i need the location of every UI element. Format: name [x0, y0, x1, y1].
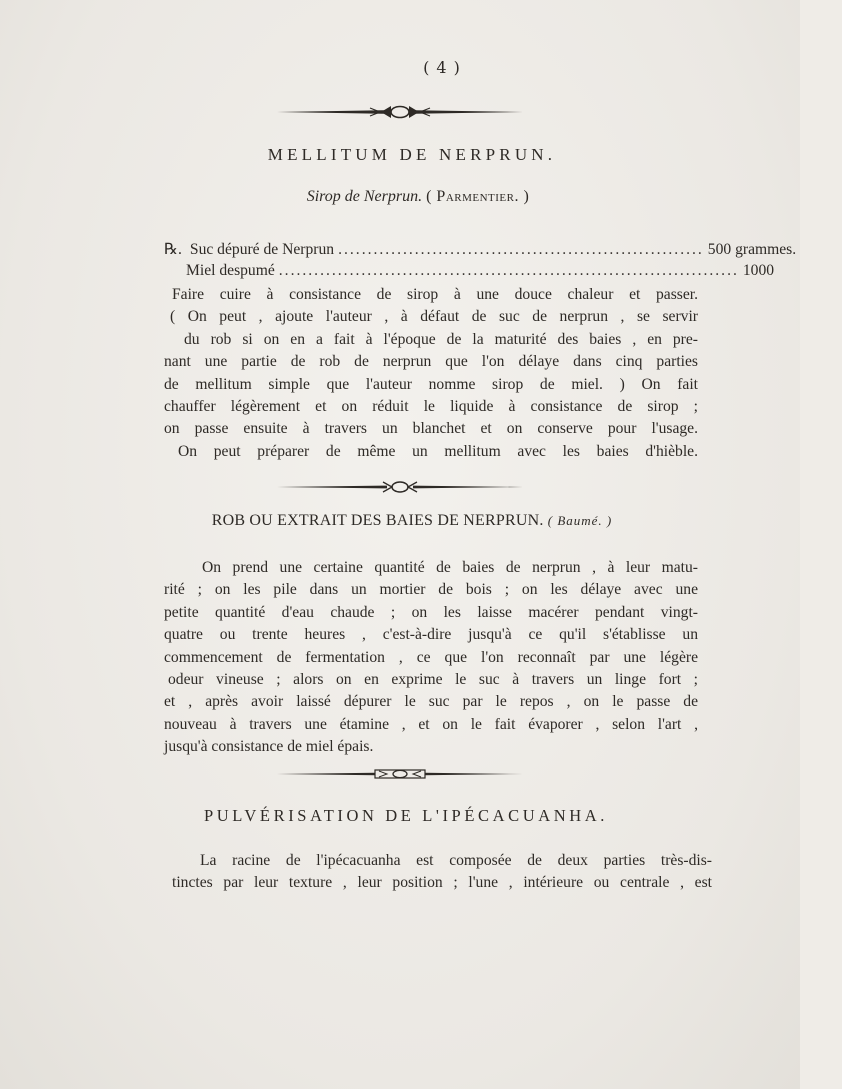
recipe-qty: 500 grammes.	[707, 241, 797, 258]
subtitle-author: ( Parmentier. )	[426, 188, 530, 205]
text-line: La racine de l'ipécacuanha est composée de deux parties très-dis-	[200, 852, 712, 869]
text-line: nouveau à travers une étamine , et on le fait évaporer , selon l'art ,	[164, 715, 698, 733]
text-line: on passe ensuite à travers un blanchet et on conserve pour l'usage.	[164, 420, 698, 438]
text-line: Faire cuire à consistance de sirop à une douce chaleur et passer.	[172, 286, 698, 303]
page-number: ( 4 )	[423, 58, 461, 77]
text-line: chauffer légèrement et on réduit le liquide à consistance de sirop ;	[164, 398, 698, 416]
paragraph-pulverisation	[172, 850, 712, 895]
text-line: du rob si on en a fait à l'époque de la maturité des baies , en pre-	[184, 330, 698, 348]
ornament-divider	[0, 102, 800, 122]
text-line: ( On peut , ajoute l'auteur , à défaut de suc de nerprun , se servir	[170, 308, 698, 326]
section-title-mellitum: MELLITUM DE NERPRUN.	[267, 145, 557, 164]
rob-title: ROB OU EXTRAIT DES BAIES DE NERPRUN.	[211, 512, 544, 529]
text-line: petite quantité d'eau chaude ; on les laisse macérer pendant vingt-	[164, 603, 698, 621]
text-line: nant une partie de rob de nerprun que l'on délaye dans cinq parties	[164, 353, 698, 371]
ornament-icon	[275, 766, 525, 782]
text-line: tinctes par leur texture , leur position ; l'une , intérieure ou centrale , est	[172, 874, 712, 892]
paragraph-rob	[164, 557, 698, 759]
text-line: de mellitum simple que l'auteur nomme sirop de miel. ) On fait	[164, 375, 698, 393]
leader-dots: ..............................................................................	[278, 262, 739, 279]
ornament-divider	[0, 478, 800, 496]
text-line: jusqu'à consistance de miel épais.	[164, 738, 374, 756]
ornament-icon	[275, 102, 525, 122]
text-line: quatre ou trente heures , c'est-à-dire jusqu'à ce qu'il s'établisse un	[164, 626, 698, 644]
subtitle-italic: Sirop de Nerprun.	[306, 188, 423, 205]
recipe-item: Miel despumé	[186, 262, 275, 279]
paragraph-mellitum	[164, 284, 698, 463]
text-line: commencement de fermentation , ce que l'on reconnaît par une légère	[164, 648, 698, 666]
ornament-icon	[275, 478, 525, 496]
text-line: On peut préparer de même un mellitum avec les baies d'hièble.	[178, 442, 698, 460]
section-title-rob	[12, 512, 812, 530]
text-line: rité ; on les pile dans un mortier de bois ; on les délaye avec une	[164, 581, 698, 599]
section-subtitle-mellitum	[18, 188, 818, 206]
text-line: et , après avoir laissé dépurer le suc par le repos , on le passe de	[164, 693, 698, 711]
recipe-line	[186, 262, 775, 280]
ornament-divider	[0, 766, 800, 782]
recipe-line	[164, 240, 797, 259]
recipe-item: Suc dépuré de Nerprun	[189, 241, 335, 258]
text-line: On prend une certaine quantité de baies de nerprun , à leur matu-	[202, 559, 698, 576]
recipe-prefix: ℞.	[164, 241, 182, 258]
leader-dots: ..............................................................	[338, 241, 704, 258]
recipe-qty: 1000	[742, 262, 775, 279]
text-line: odeur vineuse ; alors on en exprime le suc à travers un linge fort ;	[168, 671, 698, 689]
section-title-pulverisation: PULVÉRISATION DE L'IPÉCACUANHA.	[203, 806, 609, 825]
rob-author: ( Baumé. )	[547, 513, 613, 528]
